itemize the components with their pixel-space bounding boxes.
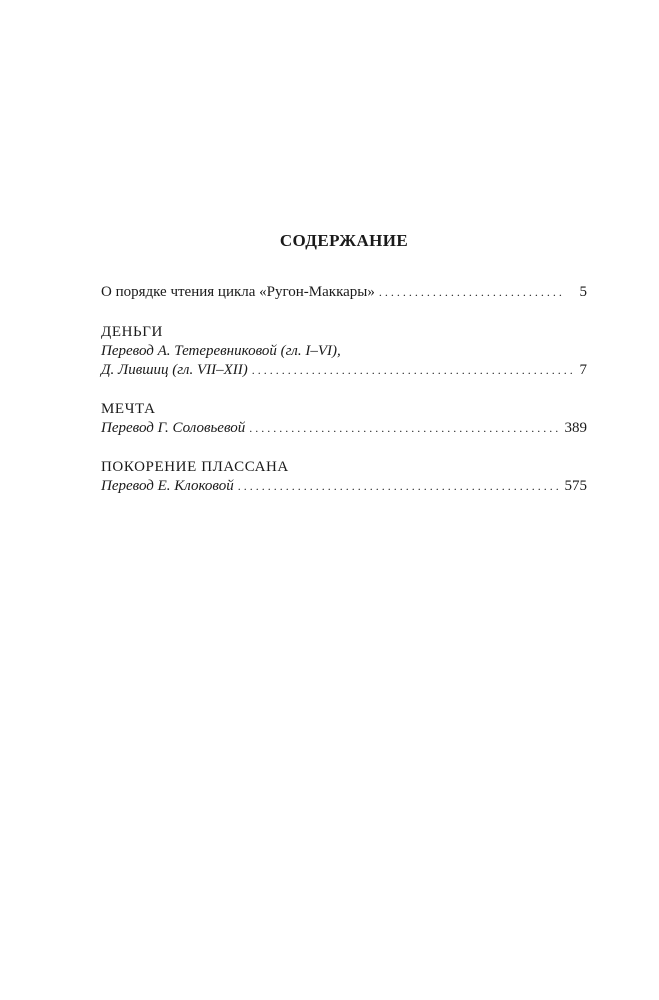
translator-line: Д. Лившиц (гл. VII–XII) xyxy=(101,362,248,378)
work-title: МЕЧТА xyxy=(101,401,156,417)
toc-entry-mechta[interactable] xyxy=(101,400,587,438)
toc-entry-intro[interactable] xyxy=(101,283,587,302)
translator-line: Перевод Е. Клоковой xyxy=(101,478,234,494)
translator-line: Перевод А. Тетеревниковой (гл. I–VI), xyxy=(101,343,341,359)
dot-leader xyxy=(379,283,565,302)
work-title: ДЕНЬГИ xyxy=(101,324,163,340)
page-number: 575 xyxy=(564,478,587,494)
page-number: 389 xyxy=(564,420,587,436)
toc-line xyxy=(101,477,587,496)
toc-entry-dengi[interactable] xyxy=(101,323,587,380)
dot-leader xyxy=(252,361,576,380)
dot-leader xyxy=(238,477,561,496)
work-title: ПОКОРЕНИЕ ПЛАССАНА xyxy=(101,459,289,475)
translator-line: Перевод Г. Соловьевой xyxy=(101,420,246,436)
page-number: 5 xyxy=(579,284,587,300)
toc-entry-label: О порядке чтения цикла «Ругон-Маккары» xyxy=(101,284,375,300)
toc-title: СОДЕРЖАНИЕ xyxy=(279,231,409,250)
toc-entry-pokorenie-plassana[interactable] xyxy=(101,458,587,496)
toc-line xyxy=(101,283,587,302)
toc-line xyxy=(101,361,587,380)
toc-entries xyxy=(101,283,587,516)
toc-line xyxy=(101,419,587,438)
page-number: 7 xyxy=(579,362,587,378)
dot-leader xyxy=(249,419,560,438)
